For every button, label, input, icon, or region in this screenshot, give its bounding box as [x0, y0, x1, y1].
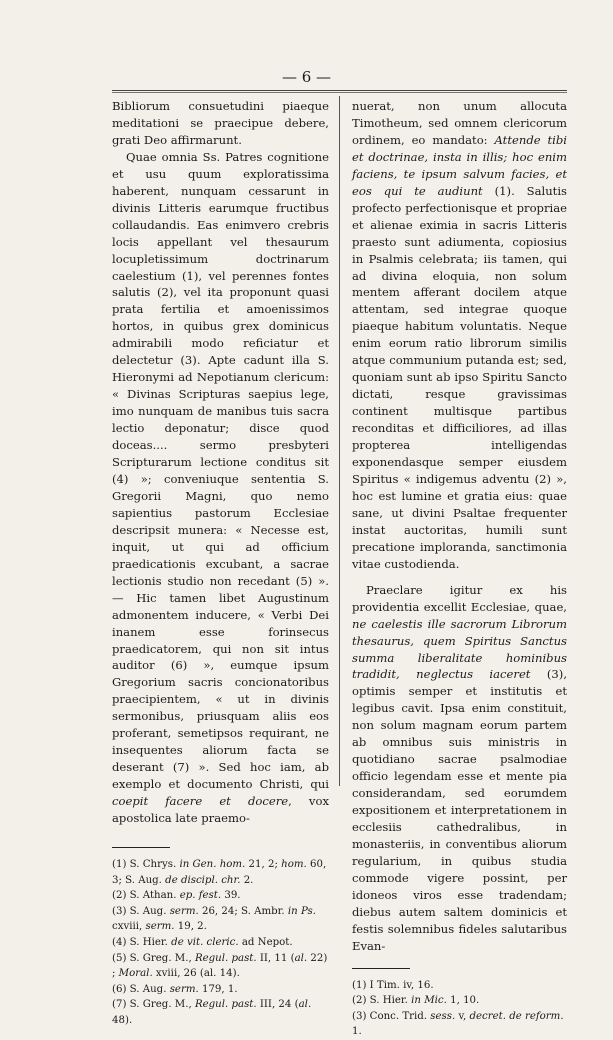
footnote-r1: (1) I Tim. iv, 16. [352, 979, 434, 991]
left-paragraph-2 [112, 149, 329, 827]
right-footnote-rule [352, 968, 410, 969]
header-rule [112, 90, 567, 93]
footnote-1: (1) S. Chrys. in Gen. hom. 21, 2; hom. 60, 3; S. Aug. de discipl. chr. 2. [112, 858, 327, 886]
left-paragraph-1: Bibliorum consuetudini piaeque meditationi se praecipue debere, grati Deo affirmarunt. [112, 99, 329, 147]
footnote-2: (2) S. Athan. ep. fest. 39. [112, 890, 241, 902]
footnote-r3: (3) Conc. Trid. sess. v, decret. de reform. 1. [352, 1010, 564, 1038]
left-footnote-rule [112, 847, 170, 848]
footnote-3: (3) S. Aug. serm. 26, 24; S. Ambr. in Ps. cxviii, serm. 19, 2. [112, 905, 316, 933]
right-paragraph-2: Praeclare igitur ex his providentia excellit Ecclesiae, quae, ne caelestis ille sacrorum Librorum thesaurus, quem Spiritus Sanctus summa liberalitate hominibus tradidit, neglectus iaceret (3), optimis semper et institutis et legibus cavit. Ipsa enim constituit, non solum magnam eorum partem ab omnibus suis ministris in quotidiano sacrae psalmodiae officio legendam esse et mente pia considerandam, sed eorumdem expositionem et interpretationem in ecclesiis cathedralibus, in monasteriis, in conventibus aliorum regularium, in quibus studia commode vigere possint, per idoneos viros esse tradendam; diebus autem saltem dominicis et festis solemnibus fideles salutaribus Evan- [352, 582, 568, 953]
footnote-7: (7) S. Greg. M., Regul. past. III, 24 (al. 48). [112, 999, 312, 1026]
page-number: — 6 — [281, 68, 332, 86]
footnote-4: (4) S. Hier. de vit. cleric. ad Nepot. [112, 936, 293, 948]
footnote-r2: (2) S. Hier. in Mic. 1, 10. [352, 995, 480, 1007]
scripture-quote: Attende tibi et doctrinae, insta in illis; hoc enim faciens, te ipsum salvum facies, et eos qui te audiunt [352, 132, 568, 198]
left-paragraph-2-text: Quae omnia Ss. Patres cognitione et usu quum exploratissima haberent, nunquam cessarunt in divinis Litteris earumque fructibus collaudandis. Eas enimvero crebris locis appellant vel thesaurum locupletissimum doctrinarum caelestium (1), vel perennes fontes salutis (2), vel ita proponunt quasi prata fertilia et amoenissimos hortos, in quibus grex dominicus admirabili modo reficiatur et delectetur (3). Apte cadunt illa S. Hieronymi ad Nepotianum clericum: « Divinas Scripturas saepius lege, imo nunquam de manibus tuis sacra lectio deponatur; disce quod doceas.... sermo presbyteri Scripturarum lectione conditus sit (4) »; conveniuque sententia S. Gregorii Magni, quo nemo sapientius pastorum Ecclesiae descripsit munera: « Necesse est, inquit, ut qui ad officium praedicationis excubant, a sacrae lectionis studio non recedant (5) ». — Hic tamen libet Augustinum admonentem inducere, « Verbi Dei inanem esse forinsecus praedicatorem, qui non sit intus auditor (6) », eumque ipsum Gregorium sacris concionatoribus praecipientem, « ut in divinis sermonibus, priusquam aliis eos proferant, semetipsos requirant, ne insequentes aliorum facta se deserant (7) ». Sed hoc iam, ab exemplo et documento Christi, qui [112, 149, 329, 792]
right-footnotes [352, 978, 567, 1040]
footnote-5: (5) S. Greg. M., Regul. past. II, 11 (al. 22) ; Moral. xviii, 26 (al. 14). [112, 952, 328, 980]
right-column [352, 98, 567, 1040]
left-column [112, 98, 329, 1029]
left-footnotes [112, 857, 329, 1029]
footnote-6: (6) S. Aug. serm. 179, 1. [112, 983, 238, 995]
right-paragraph-1: nuerat, non unum allocuta Timotheum, sed omnem clericorum ordinem, eo mandato: Attende tibi et doctrinae, insta in illis; hoc enim faciens, te ipsum salvum facies, et eos qui te audiunt (1). Salutis profecto perfectionisque et propriae et alienae eximia in sacris Litteris praesto sunt adiumenta, copiosius in Psalmis celebrata; iis tamen, qui ad divina eloquia, non solum mentem afferant docilem atque attentam, sed integrae quoque piaeque habitum voluntatis. Neque enim eorum ratio librorum similis atque communium putanda est; sed, quoniam sunt ab ipso Spiritu Sancto dictati, resque gravissimas continent multisque partibus reconditas et difficiliores, ad illas propterea intelligendas exponendasque semper eiusdem Spiritus « indigemus adventu (2) », hoc est lumine et gratia eius: quae sane, ut divini Psaltae frequenter instat auctoritas, humili sunt precatione imploranda, sanctimonia vitae custodienda. [352, 99, 568, 571]
column-divider [339, 96, 340, 786]
left-paragraph-2-italic: coepit facere et docere [112, 794, 289, 809]
left-paragraph-2-tail: , vox apostolica late praemo- [112, 794, 329, 826]
church-quote: ne caelestis ille sacrorum Librorum thesaurus, quem Spiritus Sanctus summa liberalitate hominibus tradidit, neglectus iaceret [352, 616, 567, 682]
